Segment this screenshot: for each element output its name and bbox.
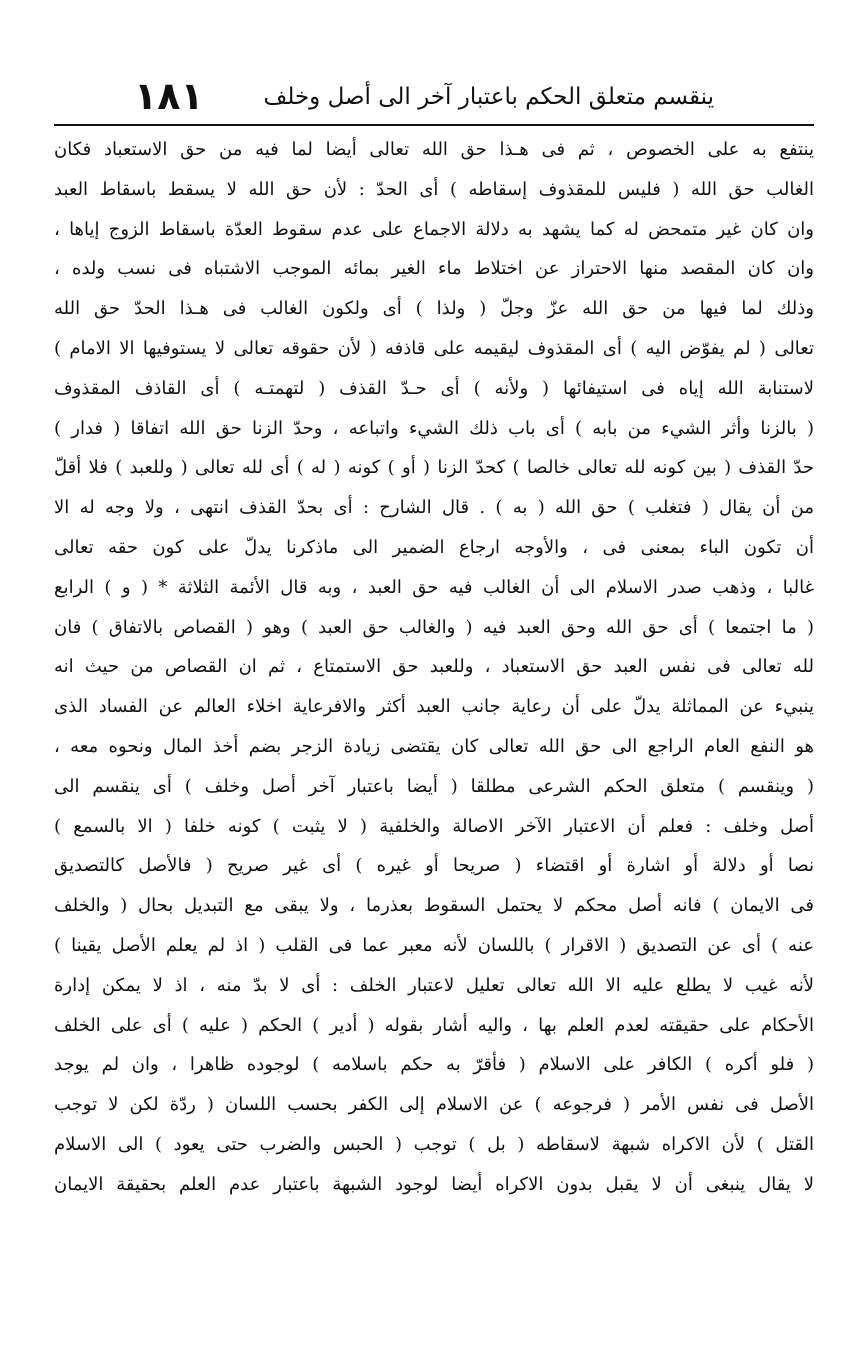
text-line: حدّ القذف ( بين كونه لله تعالى خالصا ) كحدّ الزنا ( أو ) كونه ( له ) أى لله تعالى ( وللعبد ) فلا أقلّ bbox=[54, 457, 814, 479]
text-line: لأنه غيب لا يطلع عليه الا الله تعالى تعليل لاعتبار الخلف : أى لا بدّ منه ، اذ لا يمكن إدارة bbox=[54, 974, 814, 996]
text-line: ينتفع به على الخصوص ، ثم فى هـذا حق الله تعالى أيضا لما فيه من حق الاستعباد فكان bbox=[54, 139, 814, 160]
text-line: عنه ) أى عن التصديق ( الاقرار ) باللسان لأنه معبر عما فى القلب ( اذ لم يعلم الأصل يقينا ) bbox=[54, 934, 814, 956]
page-number: ١٨١ bbox=[134, 74, 204, 118]
text-line: تعالى ( لم يفوّض اليه ) أى المقذوف ليقيمه على قاذفه ( لأن حقوقه تعالى لا يستوفيها الا الامام ) bbox=[54, 337, 814, 359]
text-line: غالبا ، وذهب صدر الاسلام الى أن الغالب فيه حق العبد ، وبه قال الأئمة الثلاثة * ( و ) الرابع bbox=[54, 576, 814, 598]
text-line: نصا أو دلالة أو اشارة أو اقتضاء ( صريحا أو غيره ) أى غير صريح ( فالأصل كالتصديق bbox=[54, 855, 814, 877]
text-line: الأحكام على حقيقته لعدم العلم بها ، واليه أشار بقوله ( أدير ) الحكم ( عليه ) أى على الخلف bbox=[54, 1014, 814, 1036]
text-line: القتل ) لأن الاكراه شبهة لاسقاطه ( بل ) توجب ( الحبس والضرب حتى يعود ) الى الاسلام bbox=[54, 1133, 814, 1155]
text-line: الأصل فى نفس الأمر ( فرجوعه ) عن الاسلام إلى الكفر بحسب اللسان ( ردّة لكن لا توجب bbox=[54, 1094, 814, 1116]
text-line: ( بالزنا وأثر الشيء من بابه ) أى باب ذلك الشيء واتباعه ، وحدّ الزنا حق الله اتفاقا ( فدار ) bbox=[54, 417, 814, 439]
text-line: وان كان المقصد منها الاحتراز عن اختلاط ماء الغير بمائه الموجب الاشتباه فى نسب ولده ، bbox=[54, 258, 814, 280]
text-line: ( فلو أكره ) الكافر على الاسلام ( فأقرّ به حكم باسلامه ) لوجوده ظاهرا ، وان لم يوجد bbox=[54, 1054, 814, 1076]
text-line: من أن يقال ( فتغلب ) حق الله ( به ) . قال الشارح : أى بحدّ القذف انتهى ، ولا وجه له الا bbox=[54, 497, 814, 519]
text-line: أصل وخلف : فعلم أن الاعتبار الآخر الاصالة والخلفية ( لا يثبت ) كونه خلفا ( الا بالسمع ) bbox=[54, 815, 814, 837]
text-line: أن تكون الباء بمعنى فى ، والأوجه ارجاع الضمير الى ماذكرنا يدلّ على كون حقه تعالى bbox=[54, 536, 814, 558]
text-line: لله تعالى فى نفس العبد حق الاستعباد ، وللعبد حق الاستمتاع ، ثم ان القصاص من حيث انه bbox=[54, 656, 814, 678]
text-line: ينبيء عن المماثلة يدلّ على أن رعاية جانب العبد أكثر والافرعاية اخلاء العالم عن الفساد الذى bbox=[54, 696, 814, 718]
text-line: ( وينقسم ) متعلق الحكم الشرعى مطلقا ( أيضا باعتبار آخر أصل وخلف ) أى ينقسم الى bbox=[54, 775, 814, 797]
text-line: الغالب حق الله ( فليس للمقذوف إسقاطه ) أى الحدّ : لأن حق الله لا يسقط باسقاط العبد bbox=[54, 178, 814, 200]
header-rule bbox=[54, 124, 814, 126]
text-line: لاستنابة الله إياه فى استيفائها ( ولأنه ) أى حـدّ القذف ( لتهمتـه ) أى القاذف المقذوف bbox=[54, 377, 814, 399]
text-line: ( ما اجتمعا ) أى حق الله وحق العبد فيه ( والغالب حق العبد ) وهو ( القصاص بالاتفاق ) فان bbox=[54, 616, 814, 638]
text-line: وذلك لما فيها من حق الله عزّ وجلّ ( ولذا ) أى ولكون الغالب فى هـذا الحدّ حق الله bbox=[54, 298, 814, 320]
book-page bbox=[54, 60, 814, 1310]
page-header bbox=[54, 72, 814, 124]
text-line: لا يقال ينبغى أن لا يقبل بدون الاكراه أيضا لوجود الشبهة باعتبار عدم العلم بحقيقة الايمان bbox=[54, 1173, 814, 1195]
text-line: فى الايمان ) فانه أصل محكم لا يحتمل السقوط بعذرما ، ولا يبقى مع التبديل بحال ( والخلف bbox=[54, 895, 814, 917]
body-text bbox=[54, 130, 814, 1205]
text-line: وان كان غير متمحض له كما يشهد به دلالة الاجماع على عدم سقوط العدّة باسقاط الزوج إياها ، bbox=[54, 218, 814, 240]
text-line: هو النفع العام الراجع الى حق الله تعالى كان يقتضى زيادة الزجر بضم أخذ المال ونحوه معه ، bbox=[54, 735, 814, 757]
running-title: ينقسم متعلق الحكم باعتبار آخر الى أصل وخلف bbox=[263, 84, 714, 110]
